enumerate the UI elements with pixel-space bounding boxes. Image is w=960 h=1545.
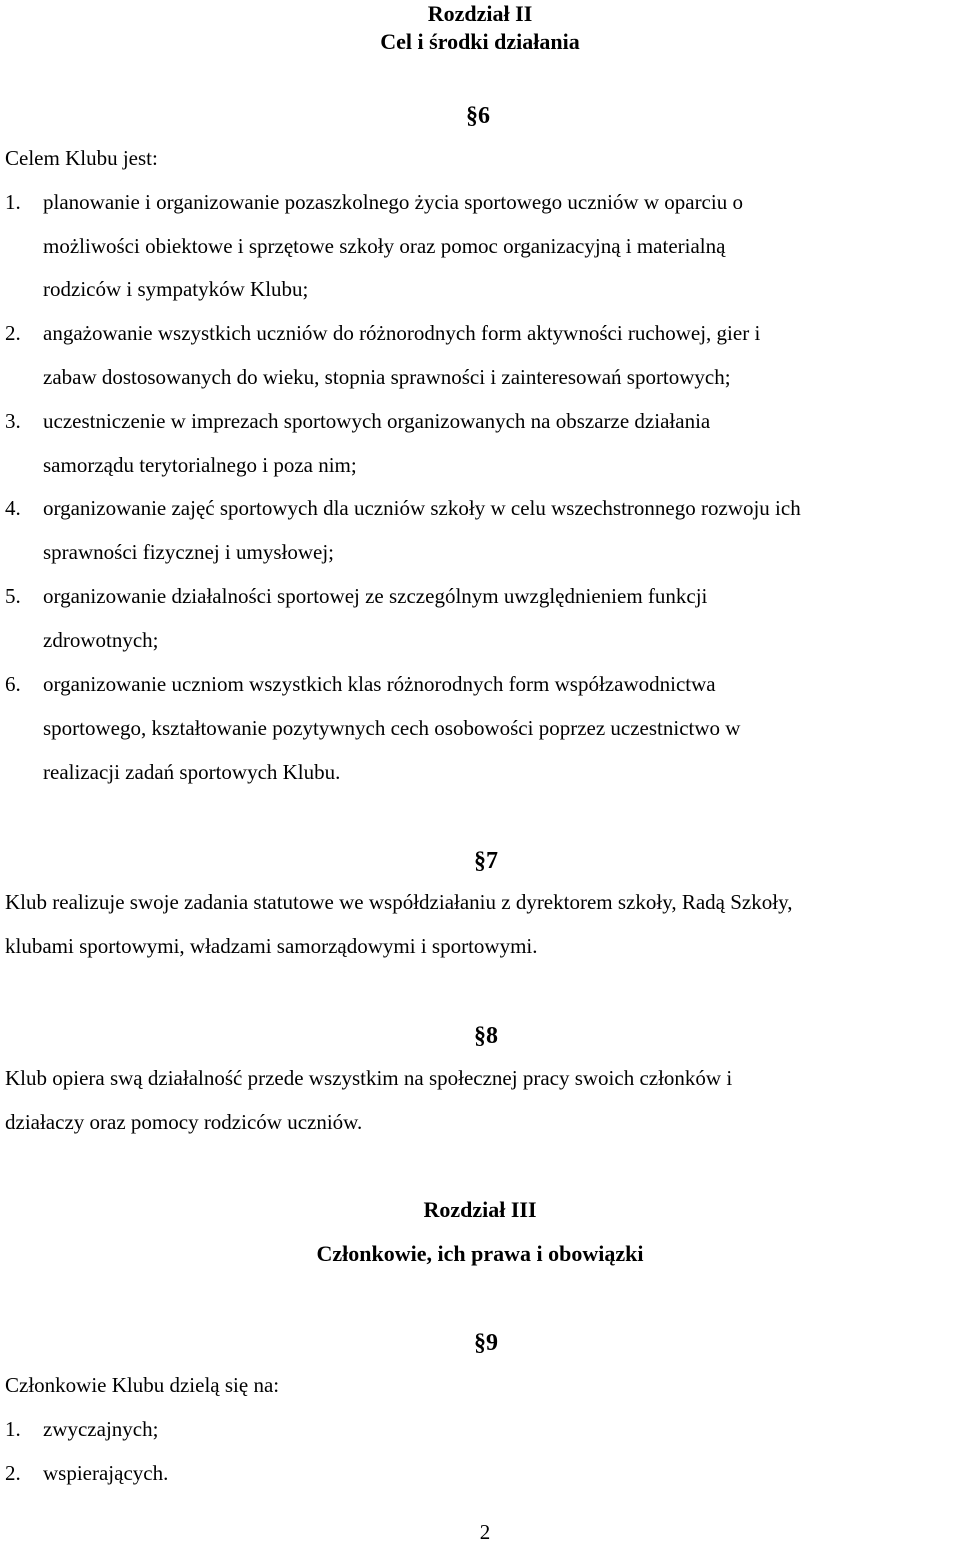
- section-number: 8: [486, 1023, 498, 1049]
- list-item-line: sprawności fizycznej i umysłowej;: [43, 540, 335, 564]
- list-item-line: rodziców i sympatyków Klubu;: [43, 277, 309, 301]
- paragraph-line: Klub realizuje swoje zadania statutowe we współdziałaniu z dyrektorem szkoły, Radą Szkoły,: [5, 890, 793, 914]
- list-item-text: zwyczajnych;: [43, 1417, 159, 1441]
- section-number: 6: [478, 103, 490, 129]
- chapter-title: Rozdział II: [427, 1, 533, 26]
- list-item-number: 1.: [5, 1417, 21, 1441]
- section-symbol: §: [474, 1023, 486, 1049]
- section-9-heading: [474, 1329, 498, 1357]
- list-item-line: planowanie i organizowanie pozaszkolnego życia sportowego uczniów w oparciu o: [43, 190, 743, 214]
- list-item-line: realizacji zadań sportowych Klubu.: [43, 760, 341, 784]
- section-8-heading: [474, 1022, 498, 1050]
- paragraph-line: klubami sportowymi, władzami samorządowymi i sportowymi.: [5, 934, 538, 958]
- list-item-line: sportowego, kształtowanie pozytywnych cech osobowości poprzez uczestnictwo w: [43, 716, 741, 740]
- list-item-line: samorządu terytorialnego i poza nim;: [43, 453, 357, 477]
- section-7-heading: [474, 847, 498, 875]
- section-6-heading: [466, 102, 490, 130]
- chapter-title: Rozdział III: [423, 1197, 537, 1222]
- section-6-intro: Celem Klubu jest:: [5, 146, 158, 170]
- list-item-number: 6.: [5, 672, 21, 696]
- list-item-line: możliwości obiektowe i sprzętowe szkoły oraz pomoc organizacyjną i materialną: [43, 234, 726, 258]
- list-item-line: zdrowotnych;: [43, 628, 159, 652]
- chapter-subtitle: Członkowie, ich prawa i obowiązki: [316, 1241, 644, 1266]
- paragraph-line: Klub opiera swą działalność przede wszystkim na społecznej pracy swoich członków i: [5, 1066, 733, 1090]
- list-item-number: 4.: [5, 496, 21, 520]
- list-item-number: 1.: [5, 190, 21, 214]
- list-item-number: 3.: [5, 409, 21, 433]
- page-number: 2: [479, 1520, 491, 1544]
- list-item-number: 5.: [5, 584, 21, 608]
- list-item-number: 2.: [5, 321, 21, 345]
- section-number: 9: [486, 1330, 498, 1356]
- list-item-line: zabaw dostosowanych do wieku, stopnia sprawności i zainteresowań sportowych;: [43, 365, 731, 389]
- paragraph-line: działaczy oraz pomocy rodziców uczniów.: [5, 1110, 363, 1134]
- list-item-line: uczestniczenie w imprezach sportowych organizowanych na obszarze działania: [43, 409, 711, 433]
- section-symbol: §: [474, 1330, 486, 1356]
- list-item-text: wspierających.: [43, 1461, 169, 1485]
- list-item-line: organizowanie zajęć sportowych dla uczniów szkoły w celu wszechstronnego rozwoju ich: [43, 496, 801, 520]
- section-symbol: §: [466, 103, 478, 129]
- chapter-subtitle: Cel i środki działania: [380, 29, 580, 54]
- list-item-line: organizowanie działalności sportowej ze szczególnym uwzględnieniem funkcji: [43, 584, 708, 608]
- list-item-number: 2.: [5, 1461, 21, 1485]
- section-symbol: §: [474, 848, 486, 874]
- list-item-line: angażowanie wszystkich uczniów do różnorodnych form aktywności ruchowej, gier i: [43, 321, 761, 345]
- list-item-line: organizowanie uczniom wszystkich klas różnorodnych form współzawodnictwa: [43, 672, 716, 696]
- section-9-intro: Członkowie Klubu dzielą się na:: [5, 1373, 280, 1397]
- section-number: 7: [486, 848, 498, 874]
